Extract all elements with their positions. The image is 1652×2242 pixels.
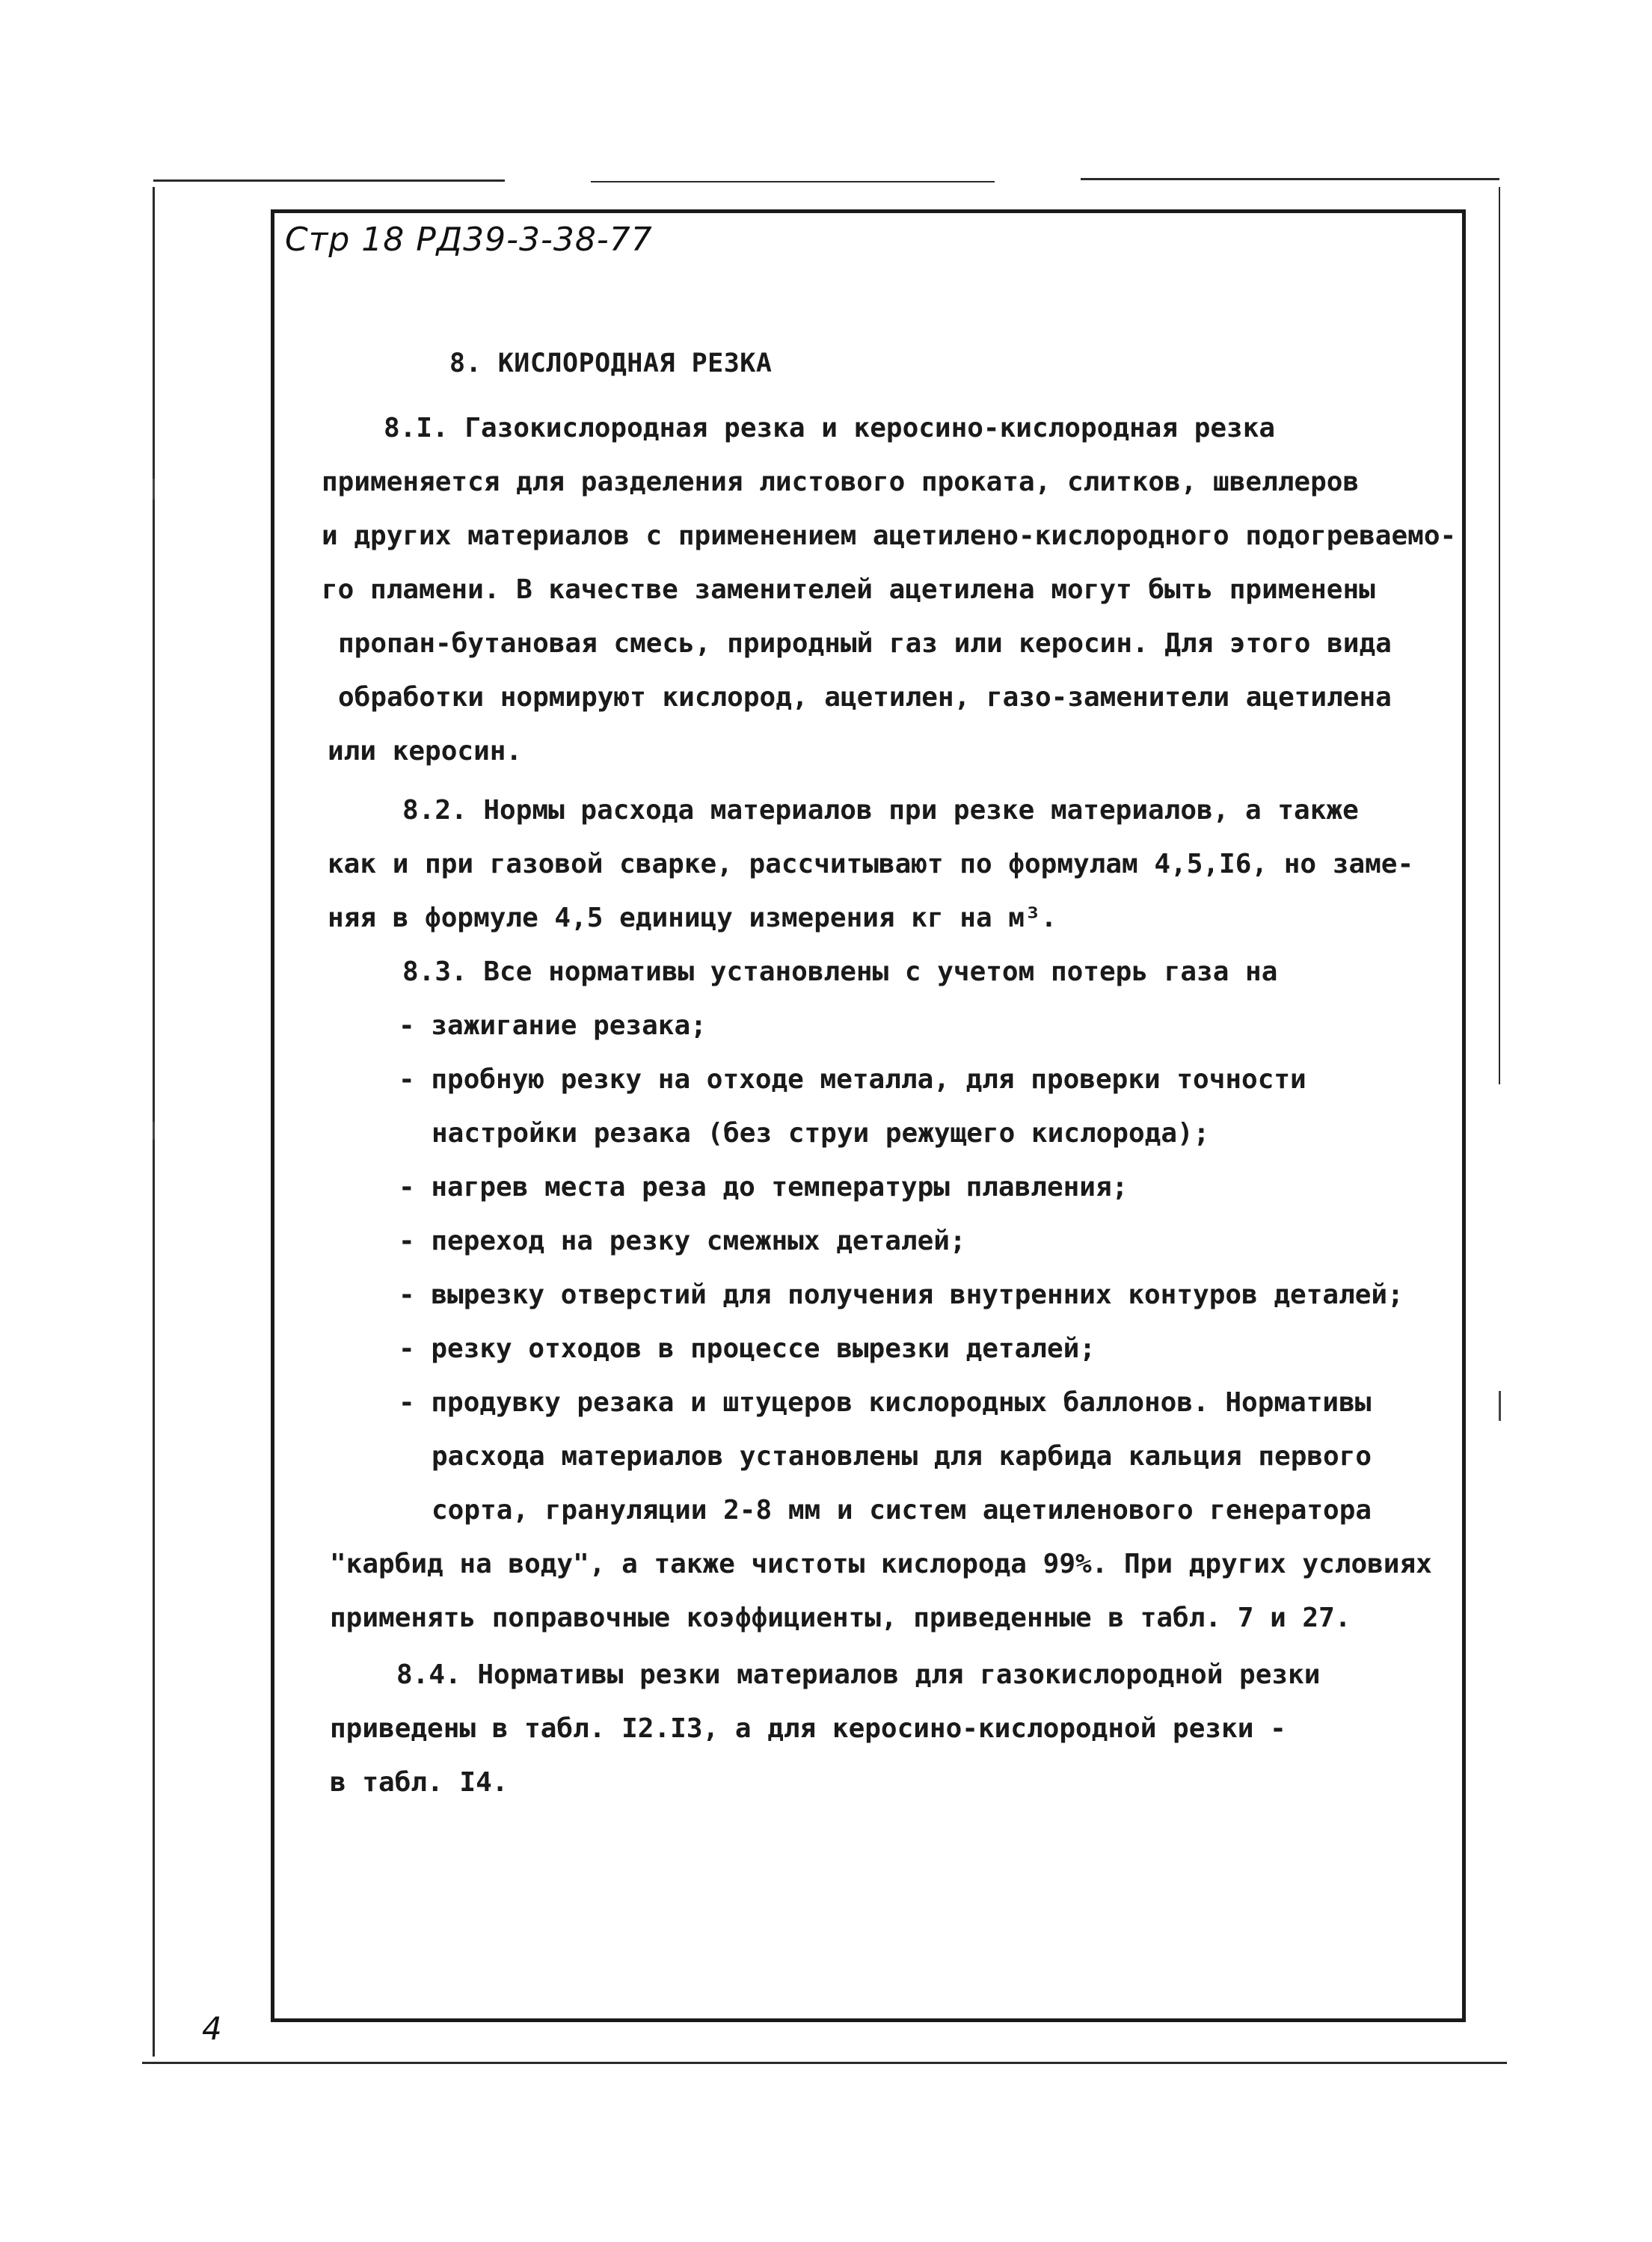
text-line: в табл. I4. xyxy=(330,1767,509,1798)
text-line: "карбид на воду", а также чистоты кислорода 99%. При других условиях xyxy=(330,1549,1432,1579)
text-line: 8.3. Все нормативы установлены с учетом потерь газа на xyxy=(402,956,1278,987)
text-line: няя в формуле 4,5 единицу измерения кг на м³. xyxy=(328,903,1057,933)
list-item: - зажигание резака; xyxy=(399,1010,707,1041)
text-line: 8.4. Нормативы резки материалов для газокислородной резки xyxy=(396,1659,1321,1690)
text-line: го пламени. В качестве заменителей ацетилена могут быть применены xyxy=(322,574,1375,605)
list-item: - пробную резку на отходе металла, для проверки точности xyxy=(399,1064,1306,1095)
frame-line-top-center xyxy=(591,181,995,182)
page-number: 4 xyxy=(202,2010,222,2047)
list-item: - резку отходов в процессе вырезки деталей; xyxy=(399,1333,1096,1364)
text-line: 8.2. Нормы расхода материалов при резке материалов, а также xyxy=(402,795,1359,826)
list-item: - нагрев места реза до температуры плавления; xyxy=(399,1172,1129,1203)
list-item-continuation: сорта, грануляции 2-8 мм и систем ацетиленового генератора xyxy=(432,1495,1372,1526)
list-item-continuation: настройки резака (без струи режущего кислорода); xyxy=(432,1118,1210,1149)
list-item: - продувку резака и штуцеров кислородных баллонов. Нормативы xyxy=(399,1387,1372,1418)
punch-mark xyxy=(153,479,155,500)
list-item-continuation: расхода материалов установлены для карбида кальция первого xyxy=(432,1441,1372,1472)
text-line: применять поправочные коэффициенты, приведенные в табл. 7 и 27. xyxy=(330,1603,1351,1633)
text-line: применяется для разделения листового проката, слитков, швеллеров xyxy=(322,467,1360,497)
text-line: обработки нормируют кислород, ацетилен, газо-заменители ацетилена xyxy=(338,682,1392,713)
document-code: Стр 18 РД39-3-38-77 xyxy=(285,221,653,259)
list-item: - переход на резку смежных деталей; xyxy=(399,1226,966,1256)
frame-line-top-right xyxy=(1081,178,1499,180)
list-item: - вырезку отверстий для получения внутренних контуров деталей; xyxy=(399,1280,1404,1310)
text-line: и других материалов с применением ацетилено-кислородного подогреваемо- xyxy=(322,520,1457,551)
frame-line-right xyxy=(1499,187,1500,1084)
text-line: или керосин. xyxy=(328,736,523,767)
punch-mark xyxy=(153,1122,155,1140)
frame-line-bottom xyxy=(142,2062,1507,2064)
text-line: как и при газовой сварке, рассчитывают по формулам 4,5,I6, но заме- xyxy=(328,849,1414,879)
text-line: приведены в табл. I2.I3, а для керосино-кислородной резки - xyxy=(330,1713,1286,1744)
section-title: 8. КИСЛОРОДНАЯ РЕЗКА xyxy=(449,348,773,378)
punch-mark xyxy=(1499,1391,1501,1421)
text-line: пропан-бутановая смесь, природный газ или керосин. Для этого вида xyxy=(338,628,1392,659)
text-line: 8.I. Газокислородная резка и керосино-кислородная резка xyxy=(384,413,1276,443)
frame-line-top-left xyxy=(153,179,505,182)
